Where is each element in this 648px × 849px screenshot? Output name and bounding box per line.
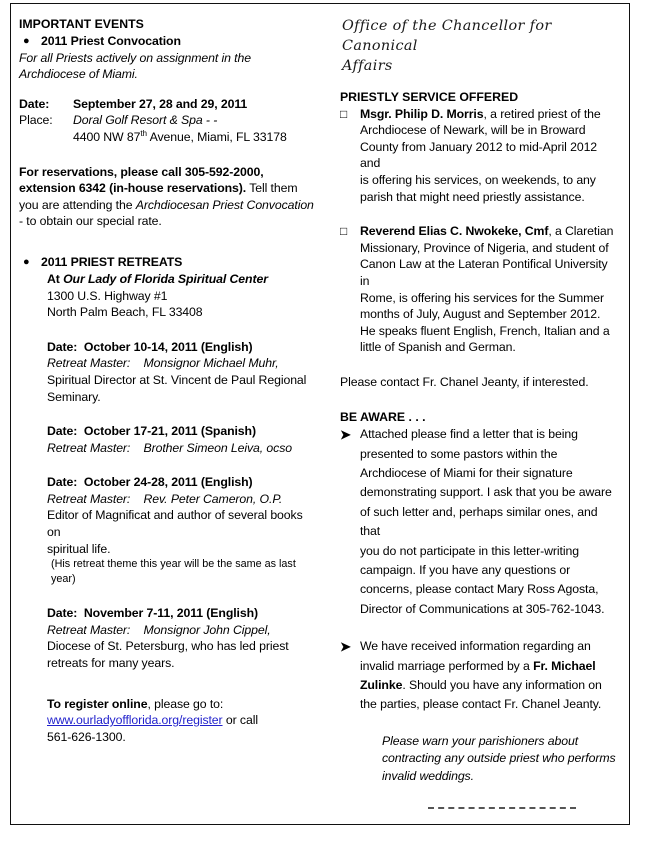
marriage-line3-post: . Should you have any information on xyxy=(402,677,602,692)
retreat-master-row xyxy=(47,440,318,457)
address-prefix: 4400 NW 87 xyxy=(73,129,141,144)
spacer xyxy=(19,83,318,96)
convocation-date-row xyxy=(19,96,318,113)
retreat-item xyxy=(19,339,318,405)
register-bold-lead: To register online xyxy=(47,696,148,711)
date-value: September 27, 28 and 29, 2011 xyxy=(73,96,248,111)
retreat-item xyxy=(19,605,318,671)
convocation-bullet-heading xyxy=(19,33,318,50)
be-aware-heading: BE AWARE . . . xyxy=(339,409,426,424)
marriage-line-3 xyxy=(360,676,619,695)
place-label: Place: xyxy=(19,113,53,128)
be-aware-line-3: demonstrating support. I ask that you be aware xyxy=(359,485,612,500)
warning-note-line2: contracting any outside priest who performs xyxy=(381,751,616,766)
register-after-url: or call xyxy=(222,713,258,728)
convocation-place-row xyxy=(19,112,318,129)
spacer xyxy=(340,619,619,637)
retreat-desc-line1: Editor of Magnificat and author of several books on xyxy=(47,508,303,540)
retreat-master-row xyxy=(47,622,318,639)
retreat-desc-line2: retreats for many years. xyxy=(47,656,175,671)
office-title-line1: Office of the Chancellor for Canonical xyxy=(341,18,552,54)
service-item xyxy=(340,223,619,356)
retreat-desc-line1: Diocese of St. Petersburg, who has led priest xyxy=(47,639,289,654)
spacer xyxy=(19,456,318,474)
right-column xyxy=(328,10,629,824)
convocation-heading: 2011 Priest Convocation xyxy=(41,33,181,48)
register-url-line xyxy=(47,712,318,729)
venue-prefix: At xyxy=(47,271,64,286)
retreat-master-label: Retreat Master: xyxy=(47,491,131,506)
service-line-6: little of Spanish and German. xyxy=(359,340,516,355)
be-aware-line-5: you do not participate in this letter-writing xyxy=(359,543,579,558)
date-label: Date: xyxy=(19,96,50,111)
retreat-address-line2: North Palm Beach, FL 33408 xyxy=(47,305,203,320)
arrow-bullet-icon: ➤ xyxy=(339,427,351,443)
retreat-item xyxy=(19,423,318,456)
retreat-master-label: Retreat Master: xyxy=(47,440,131,455)
retreat-date-row xyxy=(47,339,318,356)
dashed-separator xyxy=(428,807,576,809)
register-tail: , please go to: xyxy=(147,696,224,711)
service-line-5: He speaks fluent English, French, Italian and a xyxy=(359,323,610,338)
spacer xyxy=(19,587,318,605)
retreat-desc-line2: spiritual life. xyxy=(47,541,111,556)
be-aware-body xyxy=(360,425,619,619)
marriage-line-4: the parties, please contact Fr. Chanel Jeanty. xyxy=(359,697,602,712)
convocation-intro-line1: For all Priests actively on assignment in the xyxy=(19,50,251,65)
priestly-service-heading: PRIESTLY SERVICE OFFERED xyxy=(339,90,519,104)
marriage-line2-pre: invalid marriage performed by a xyxy=(359,658,534,673)
service-line-1: Archdiocese of Newark, will be in Broward xyxy=(359,123,586,138)
retreat-master-name: Monsignor Michael Muhr, xyxy=(143,356,279,371)
reservations-plain-1: you are attending the xyxy=(19,197,136,212)
register-line xyxy=(47,696,318,713)
convocation-address xyxy=(19,129,318,146)
reservations-tail: Tell them xyxy=(246,181,298,196)
address-suffix: Avenue, Miami, FL 33178 xyxy=(146,129,287,144)
priest-name-part1: Fr. Michael xyxy=(533,658,596,673)
service-line-0: , a Claretian xyxy=(548,224,614,239)
bullet-dot-icon: ● xyxy=(23,34,30,47)
warning-note-line3: invalid weddings. xyxy=(381,768,474,783)
service-line-3: is offering his services, on weekends, to any xyxy=(359,172,596,187)
marriage-notice-body xyxy=(360,637,619,715)
retreat-venue xyxy=(19,271,318,288)
reservations-line4: - to obtain our special rate. xyxy=(19,214,162,229)
spacer xyxy=(19,672,318,696)
service-item-first-line xyxy=(360,106,619,123)
retreats-bullet-heading xyxy=(19,254,318,271)
retreat-master-label: Retreat Master: xyxy=(47,622,131,637)
be-aware-line-7: concerns, please contact Mary Ross Agosta, xyxy=(359,582,599,597)
retreat-date-row xyxy=(47,423,318,440)
service-person-name: Reverend Elias C. Nwokeke, Cmf xyxy=(359,224,549,239)
spacer xyxy=(340,356,619,374)
register-block xyxy=(19,696,318,746)
be-aware-line-6: campaign. If you have any questions or xyxy=(359,562,571,577)
left-column xyxy=(11,10,328,824)
spacer xyxy=(340,205,619,223)
document-page xyxy=(10,3,630,825)
spacer xyxy=(340,76,619,89)
address-superscript: th xyxy=(140,128,147,138)
service-item-body xyxy=(360,106,619,206)
retreat-date: October 17-21, 2011 (Spanish) xyxy=(83,424,256,439)
retreat-date-row xyxy=(47,474,318,491)
office-title-line2: Affairs xyxy=(341,58,393,74)
retreat-date: October 10-14, 2011 (English) xyxy=(83,339,253,354)
warning-note-line1: Please warn your parishioners about xyxy=(381,733,579,748)
retreat-date-row xyxy=(47,605,318,622)
retreat-address-line1: 1300 U.S. Highway #1 xyxy=(47,288,168,303)
reservations-line2 xyxy=(19,180,318,197)
spacer xyxy=(19,230,318,254)
checkbox-icon: □ xyxy=(339,106,348,121)
retreat-theme-note: (His retreat theme this year will be the same as last year) xyxy=(51,558,296,586)
spacer xyxy=(340,391,619,409)
venue-name: Our Lady of Florida Spiritual Center xyxy=(63,271,268,286)
retreat-master-row xyxy=(47,491,318,508)
service-person-name: Msgr. Philip D. Morris xyxy=(359,106,484,121)
register-url-link[interactable]: www.ourladyofflorida.org/register xyxy=(47,713,223,728)
retreat-master-name: Monsignor John Cippel, xyxy=(143,622,271,637)
service-line-4: months of July, August and September 2012. xyxy=(359,307,601,322)
service-item-body xyxy=(360,223,619,356)
convocation-intro-line2: Archdiocese of Miami. xyxy=(19,67,138,82)
be-aware-line-2: Archdiocese of Miami for their signature xyxy=(359,465,573,480)
arrow-bullet-icon: ➤ xyxy=(339,639,351,655)
important-events-heading: IMPORTANT EVENTS xyxy=(19,17,144,31)
service-line-3: Rome, is offering his services for the Summer xyxy=(359,290,605,305)
retreat-date: November 7-11, 2011 (English) xyxy=(83,606,259,621)
two-column-layout xyxy=(11,4,629,824)
service-line-0: , a retired priest of the xyxy=(483,106,601,121)
retreat-master-label: Retreat Master: xyxy=(47,356,131,371)
bullet-dot-icon: ● xyxy=(23,255,30,268)
spacer xyxy=(19,146,318,164)
priest-name-part2: Zulinke xyxy=(359,677,403,692)
be-aware-line-8: Director of Communications at 305-762-1043. xyxy=(359,601,605,616)
reservations-italic-phrase: Archdiocesan Priest Convocation xyxy=(135,197,314,212)
service-line-2: Canon Law at the Lateran Pontifical University in xyxy=(359,257,608,288)
retreat-master-name: Brother Simeon Leiva, ocso xyxy=(143,440,292,455)
reservations-line3 xyxy=(19,197,318,214)
be-aware-item xyxy=(340,425,619,619)
date-label: Date: xyxy=(47,606,78,621)
reservations-bold-2: extension 6342 (in-house reservations). xyxy=(19,181,247,196)
marriage-notice-item xyxy=(340,637,619,715)
spacer xyxy=(340,715,619,733)
spacer xyxy=(19,405,318,423)
be-aware-line-4: of such letter and, perhaps similar ones, and that xyxy=(359,504,598,539)
marriage-line-2 xyxy=(360,657,619,676)
place-value: Doral Golf Resort & Spa - - xyxy=(73,113,218,128)
date-label: Date: xyxy=(47,475,78,490)
be-aware-line-0: Attached please find a letter that is being xyxy=(359,427,578,442)
be-aware-line-1: presented to some pastors within the xyxy=(359,446,558,461)
marriage-line-1: We have received information regarding an xyxy=(359,639,591,654)
checkbox-icon: □ xyxy=(339,224,348,239)
reservations-line1: For reservations, please call 305-592-2000, xyxy=(19,164,264,179)
contact-line: Please contact Fr. Chanel Jeanty, if interested. xyxy=(339,374,589,389)
retreat-master-name: Rev. Peter Cameron, O.P. xyxy=(143,491,283,506)
service-line-2: County from January 2012 to mid-April 2012 and xyxy=(359,139,598,171)
retreat-master-row xyxy=(47,355,318,372)
retreat-item xyxy=(19,474,318,557)
service-line-4: parish that might need priestly assistance. xyxy=(359,189,585,204)
retreat-date: October 24-28, 2011 (English) xyxy=(83,475,253,490)
date-label: Date: xyxy=(47,339,78,354)
service-item-first-line xyxy=(360,223,619,240)
retreats-heading: 2011 PRIEST RETREATS xyxy=(41,254,183,269)
register-phone: 561-626-1300. xyxy=(47,729,126,744)
date-label: Date: xyxy=(47,424,78,439)
service-item xyxy=(340,106,619,206)
retreat-desc-line2: Seminary. xyxy=(47,389,101,404)
spacer xyxy=(19,321,318,339)
service-line-1: Missionary, Province of Nigeria, and student of xyxy=(359,240,609,255)
retreat-desc-line1: Spiritual Director at St. Vincent de Paul Regional xyxy=(47,372,307,387)
